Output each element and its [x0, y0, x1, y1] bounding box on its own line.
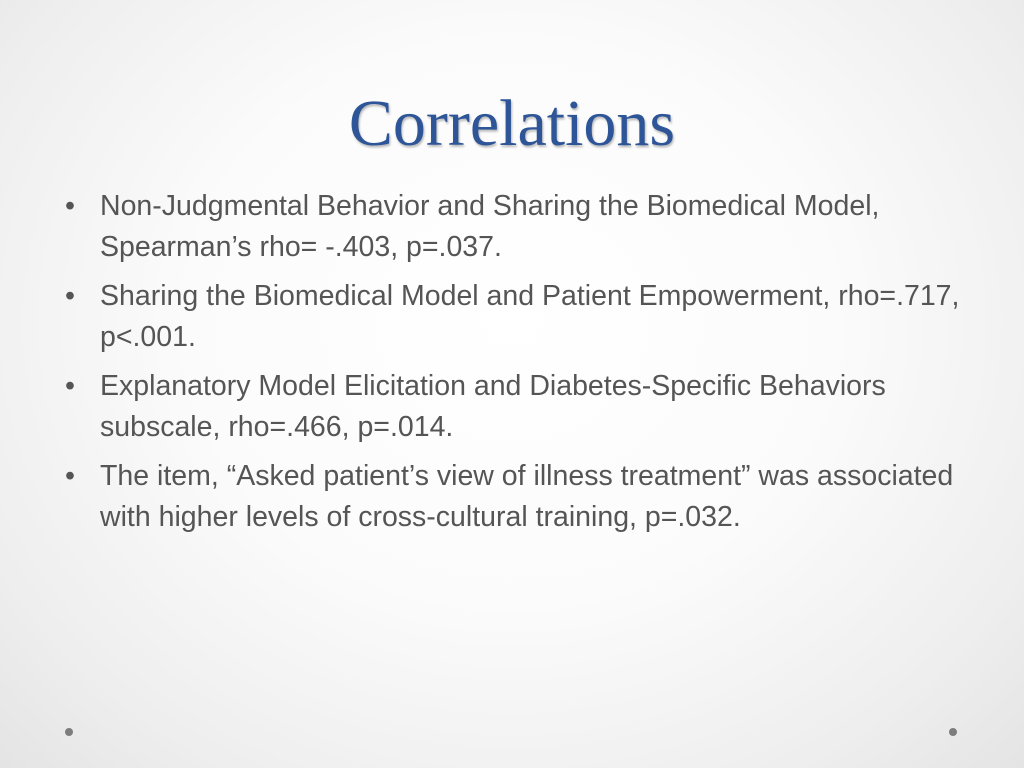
bullet-marker: •: [65, 190, 75, 222]
bullet-list: [60, 186, 960, 546]
bullet-item: [60, 456, 960, 538]
bullet-text: Explanatory Model Elicitation and Diabetes-Specific Behaviors subscale, rho=.466, p=.014.: [100, 370, 886, 443]
bullet-item: [60, 276, 960, 358]
bullet-item: [60, 186, 960, 268]
slide-title: Correlations: [348, 87, 676, 160]
decorative-dot-icon: [949, 728, 957, 736]
bullet-item: [60, 366, 960, 448]
bullet-text: Sharing the Biomedical Model and Patient Empowerment, rho=.717, p<.001.: [100, 280, 960, 353]
bullet-marker: •: [65, 460, 75, 492]
bullet-text: The item, “Asked patient’s view of illness treatment” was associated with higher levels of cross-cultural training, p=.032.: [100, 460, 954, 533]
bullet-text: Non-Judgmental Behavior and Sharing the Biomedical Model, Spearman’s rho= -.403, p=.037.: [100, 190, 880, 263]
bullet-marker: •: [65, 280, 75, 312]
decorative-dot-icon: [65, 728, 73, 736]
bullet-marker: •: [65, 370, 75, 402]
